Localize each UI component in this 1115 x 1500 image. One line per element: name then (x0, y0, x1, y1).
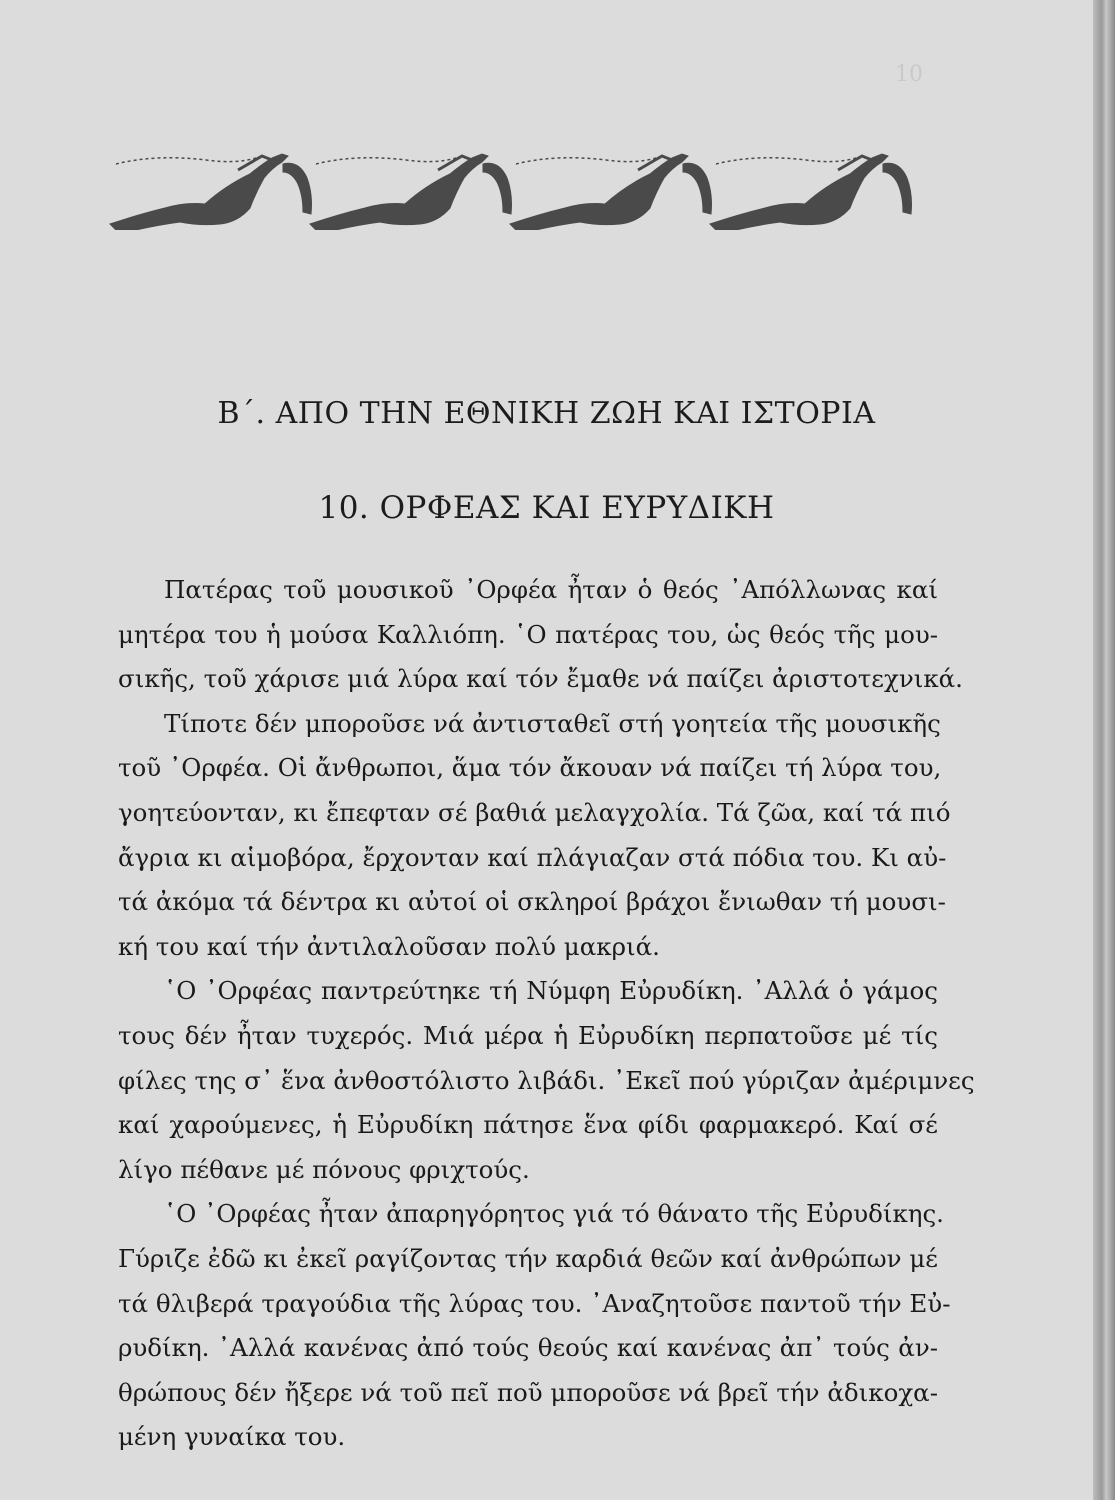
chapter-title: 10. ΟΡΦΕΑΣ ΚΑΙ ΕΥΡΥΔΙΚΗ (318, 490, 775, 526)
text-line: Τίποτε δέν μποροῦσε νά ἀντισταθεῖ στή γοητεία τῆς μουσικῆς (164, 708, 941, 738)
frieze-animal-1 (110, 154, 312, 230)
frieze-animal-2 (310, 154, 512, 230)
text-line: ἄγρια κι αἱμοβόρα, ἔρχονταν καί πλάγιαζαν στά πόδια του. Κι αὐ- (118, 842, 947, 872)
text-line: λίγο πέθανε μέ πόνους φριχτούς. (118, 1154, 530, 1184)
text-line: μητέρα του ἡ μούσα Καλλιόπη. ῾Ο πατέρας του, ὡς θεός τῆς μου- (118, 619, 938, 649)
text-line: τά θλιβερά τραγούδια τῆς λύρας του. ᾿Αναζητοῦσε παντοῦ τήν Εὐ- (118, 1288, 951, 1318)
page-number: 10 (895, 62, 923, 87)
text-line: Γύριζε ἐδῶ κι ἐκεῖ ραγίζοντας τήν καρδιά θεῶν καί ἀνθρώπων μέ (118, 1243, 938, 1273)
text-line: τά ἀκόμα τά δέντρα κι αὐτοί οἱ σκληροί βράχοι ἔνιωθαν τή μουσι- (118, 887, 946, 917)
text-line: γοητεύονταν, κι ἔπεφταν σέ βαθιά μελαγχολία. Τά ζῶα, καί τά πιό (118, 797, 951, 827)
text-line: σικῆς, τοῦ χάρισε μιά λύρα καί τόν ἔμαθε νά παίζει ἀριστοτεχνικά. (118, 664, 963, 694)
section-title: Β΄. ΑΠΟ ΤΗΝ ΕΘΝΙΚΗ ΖΩΗ ΚΑΙ ΙΣΤΟΡΙΑ (217, 396, 876, 431)
frieze-animal-3 (510, 154, 712, 230)
text-line: ῾Ο ᾿Ορφέας ἦταν ἀπαρηγόρητος γιά τό θάνατο τῆς Εὐρυδίκης. (164, 1199, 944, 1229)
page-edge (1093, 0, 1115, 1500)
text-line: τοῦ ᾿Ορφέα. Οἱ ἄνθρωποι, ἅμα τόν ἄκουαν νά παίζει τή λύρα του, (118, 753, 942, 783)
text-line: καί χαρούμενες, ἡ Εὐρυδίκη πάτησε ἕνα φίδι φαρμακερό. Καί σέ (118, 1110, 938, 1140)
text-line: θρώπους δέν ἤξερε νά τοῦ πεῖ ποῦ μποροῦσε νά βρεῖ τήν ἀδικοχα- (118, 1377, 938, 1407)
body-text (118, 568, 975, 1460)
text-line: μένη γυναίκα του. (118, 1422, 346, 1452)
text-line: τους δέν ἦταν τυχερός. Μιά μέρα ἡ Εὐρυδίκη περπατοῦσε μέ τίς (118, 1020, 938, 1050)
text-line: Πατέρας τοῦ μουσικοῦ ᾿Ορφέα ἦταν ὁ θεός ᾿Απόλλωνας καί (164, 575, 938, 604)
frieze-animal-4 (710, 154, 912, 230)
text-line: φίλες της σ᾿ ἕνα ἀνθοστόλιστο λιβάδι. ᾿Εκεῖ πού γύριζαν ἀμέριμνες (118, 1065, 975, 1095)
leaping-animals-frieze (108, 140, 928, 230)
text-line: ῾Ο ᾿Ορφέας παντρεύτηκε τή Νύμφη Εὐρυδίκη. ᾿Αλλά ὁ γάμος (164, 976, 938, 1006)
text-line: ρυδίκη. ᾿Αλλά κανένας ἀπό τούς θεούς καί κανένας ἀπ᾿ τούς ἀν- (118, 1333, 938, 1363)
text-line: κή του καί τήν ἀντιλαλοῦσαν πολύ μακριά. (118, 931, 660, 961)
